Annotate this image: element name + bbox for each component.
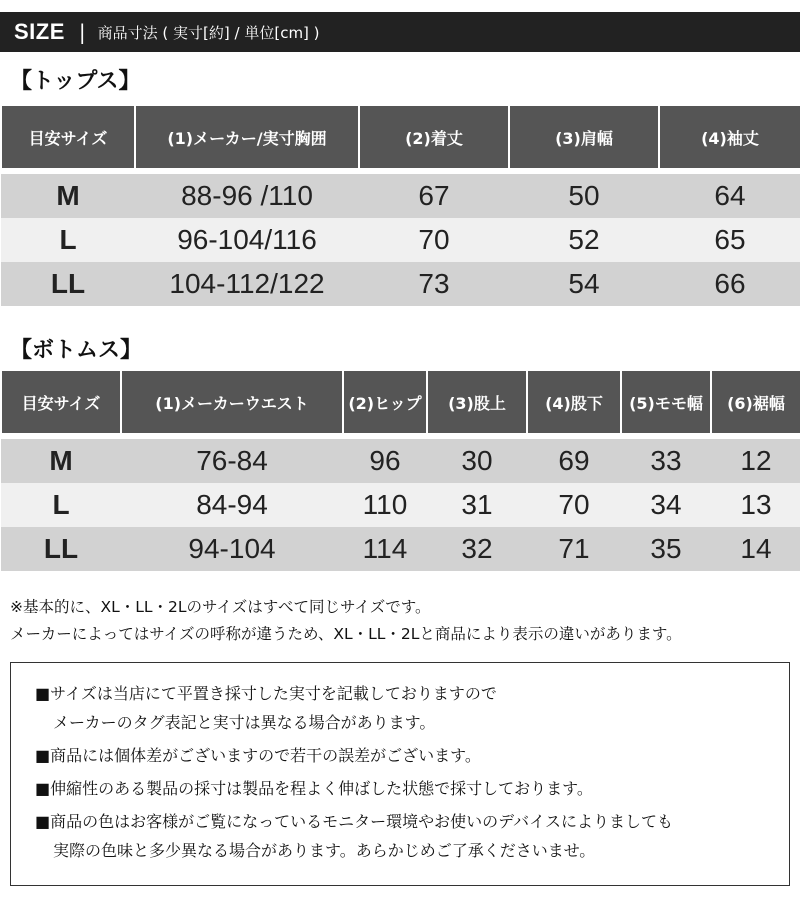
size-cell: M — [1, 174, 135, 218]
size-notes — [10, 594, 682, 648]
bottoms-col-hip: (2)ヒップ — [343, 371, 427, 433]
value-cell: 64 — [659, 174, 800, 218]
bottoms-col-hem: (6)裾幅 — [711, 371, 800, 433]
value-cell: 71 — [527, 527, 621, 571]
size-cell: LL — [1, 527, 121, 571]
notice-line: 実際の色味と多少異なる場合があります。あらかじめご了承くださいませ。 — [53, 841, 596, 860]
header-separator: | — [78, 20, 86, 44]
table-row — [1, 483, 800, 527]
size-heading: SIZE — [14, 19, 65, 44]
value-cell: 12 — [711, 439, 800, 483]
value-cell: 70 — [527, 483, 621, 527]
size-cell: M — [1, 439, 121, 483]
value-cell: 70 — [359, 218, 509, 262]
table-row — [1, 527, 800, 571]
value-cell: 96 — [343, 439, 427, 483]
tops-col-shoulder: (3)肩幅 — [509, 106, 659, 168]
notice-item — [35, 774, 789, 803]
tops-col-length: (2)着丈 — [359, 106, 509, 168]
value-cell: 96-104/116 — [135, 218, 359, 262]
value-cell: 73 — [359, 262, 509, 306]
size-cell: LL — [1, 262, 135, 306]
tops-header-row — [1, 106, 800, 168]
value-cell: 52 — [509, 218, 659, 262]
bottoms-col-rise: (3)股上 — [427, 371, 527, 433]
size-cell: L — [1, 483, 121, 527]
table-row — [1, 174, 800, 218]
notice-line: ■商品の色はお客様がご覧になっているモニター環境やお使いのデバイスによりましても — [35, 812, 673, 831]
tops-col-chest: (1)メーカー/実寸胸囲 — [135, 106, 359, 168]
value-cell: 88-96 /110 — [135, 174, 359, 218]
size-header-bar — [0, 12, 800, 52]
value-cell: 32 — [427, 527, 527, 571]
value-cell: 66 — [659, 262, 800, 306]
value-cell: 33 — [621, 439, 711, 483]
notice-item — [35, 741, 789, 770]
bottoms-section-title: 【ボトムス】 — [10, 338, 143, 363]
bottoms-size-table — [0, 371, 800, 571]
bottoms-header-row — [1, 371, 800, 433]
notice-item — [35, 807, 789, 865]
header-subtitle: 商品寸法 ( 実寸[約] / 単位[cm] ) — [97, 23, 320, 42]
bottoms-col-inseam: (4)股下 — [527, 371, 621, 433]
value-cell: 94-104 — [121, 527, 343, 571]
value-cell: 30 — [427, 439, 527, 483]
bottoms-col-thigh: (5)モモ幅 — [621, 371, 711, 433]
value-cell: 114 — [343, 527, 427, 571]
note-line: メーカーによってはサイズの呼称が違うため、XL・LL・2Lと商品により表示の違いがあります。 — [10, 625, 682, 643]
value-cell: 31 — [427, 483, 527, 527]
notice-line: ■商品には個体差がございますので若干の誤差がございます。 — [35, 746, 481, 765]
value-cell: 84-94 — [121, 483, 343, 527]
tops-col-sleeve: (4)袖丈 — [659, 106, 800, 168]
value-cell: 69 — [527, 439, 621, 483]
value-cell: 13 — [711, 483, 800, 527]
tops-col-size: 目安サイズ — [1, 106, 135, 168]
value-cell: 50 — [509, 174, 659, 218]
value-cell: 35 — [621, 527, 711, 571]
value-cell: 14 — [711, 527, 800, 571]
table-row — [1, 262, 800, 306]
notice-item — [35, 679, 789, 737]
value-cell: 65 — [659, 218, 800, 262]
notice-line: ■伸縮性のある製品の採寸は製品を程よく伸ばした状態で採寸しております。 — [35, 779, 593, 798]
table-row — [1, 439, 800, 483]
size-cell: L — [1, 218, 135, 262]
value-cell: 76-84 — [121, 439, 343, 483]
value-cell: 67 — [359, 174, 509, 218]
notice-line: ■サイズは当店にて平置き採寸した実寸を記載しておりますので — [35, 684, 497, 703]
notice-box — [10, 662, 790, 886]
tops-size-table — [0, 106, 800, 306]
notice-line: メーカーのタグ表記と実寸は異なる場合があります。 — [53, 713, 436, 732]
note-line: ※基本的に、XL・LL・2Lのサイズはすべて同じサイズです。 — [10, 598, 431, 616]
table-row — [1, 218, 800, 262]
value-cell: 104-112/122 — [135, 262, 359, 306]
value-cell: 110 — [343, 483, 427, 527]
value-cell: 34 — [621, 483, 711, 527]
tops-section-title: 【トップス】 — [10, 69, 141, 94]
bottoms-col-waist: (1)メーカーウエスト — [121, 371, 343, 433]
value-cell: 54 — [509, 262, 659, 306]
bottoms-col-size: 目安サイズ — [1, 371, 121, 433]
